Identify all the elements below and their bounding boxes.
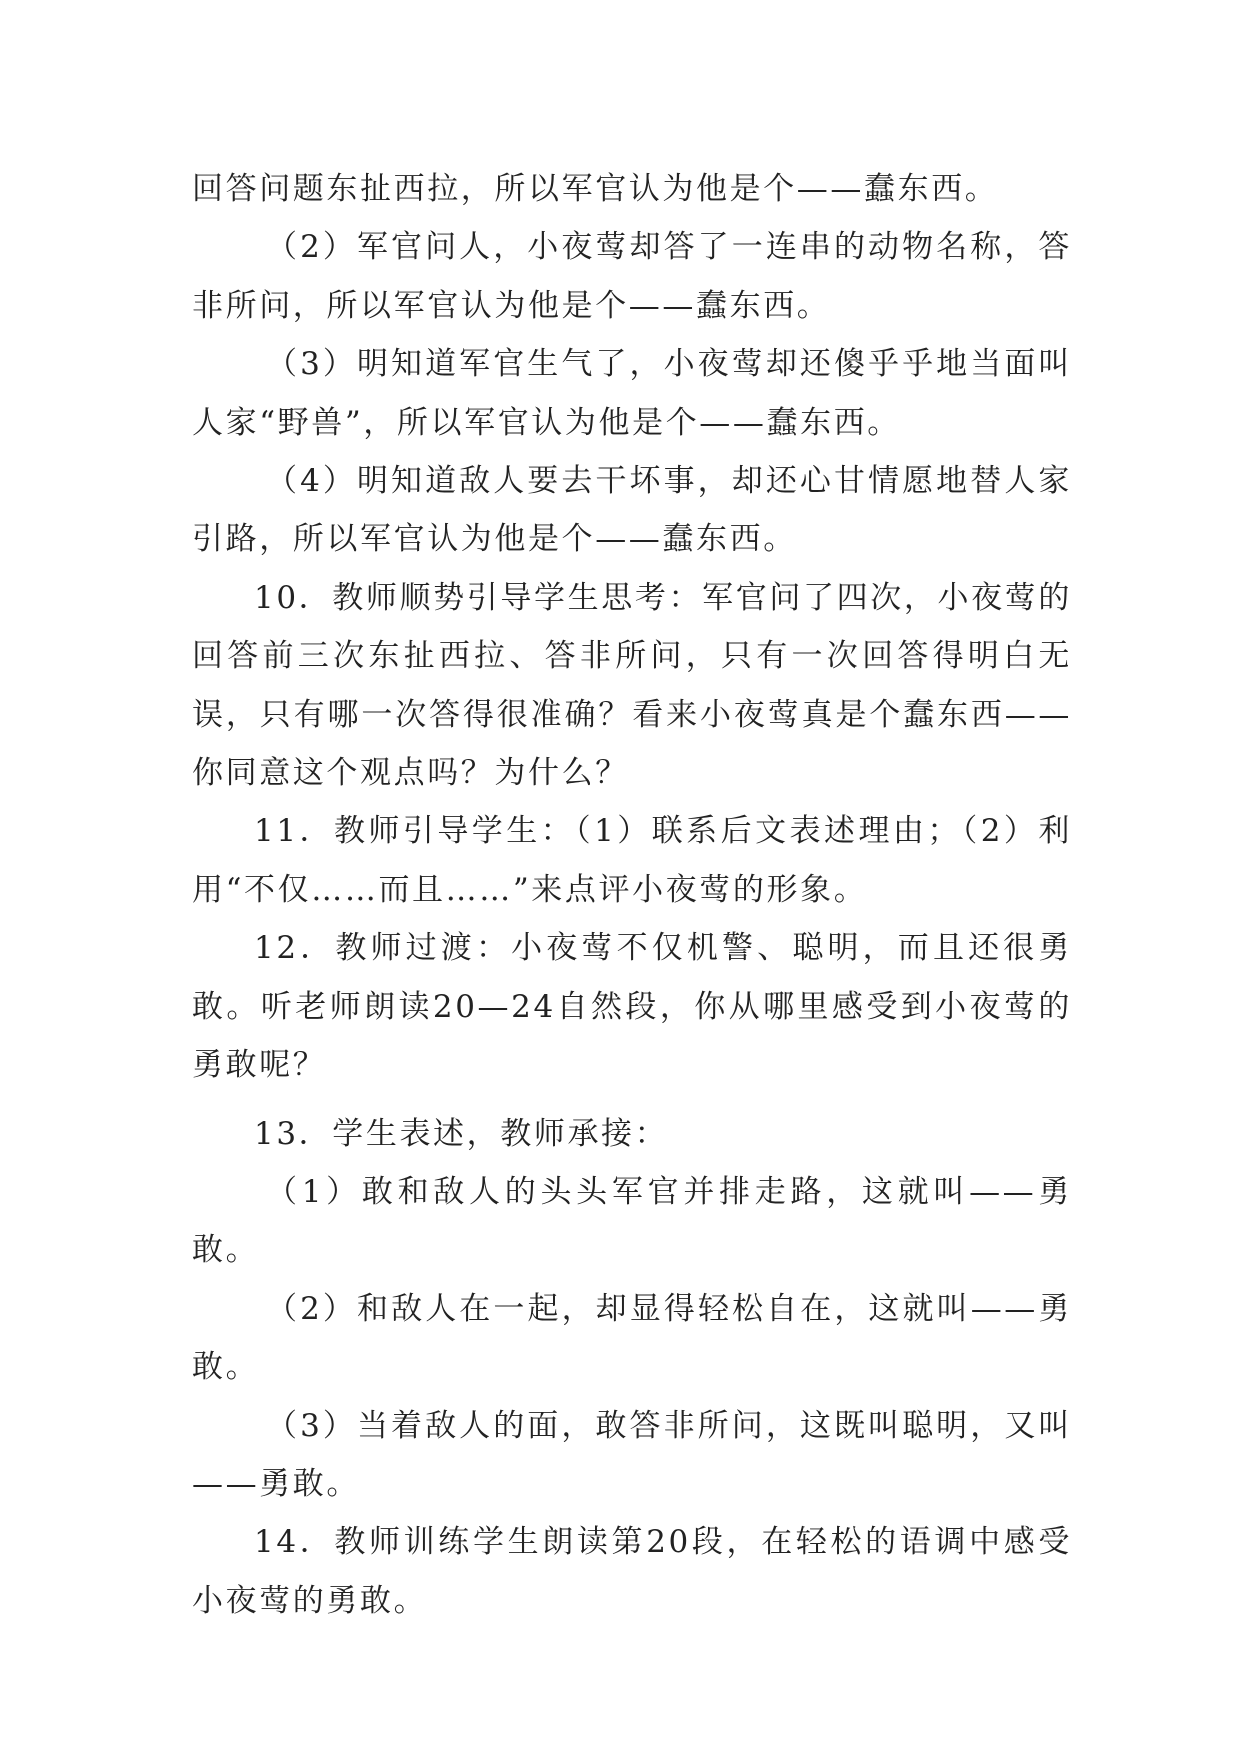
paragraph-step-10: 10．教师顺势引导学生思考：军官问了四次，小夜莺的回答前三次东扯西拉、答非所问，只有一次回答得明白无误，只有哪一次答得很准确？看来小夜莺真是个蠢东西——你同意这个观点吗？为什么？ <box>192 579 1072 792</box>
paragraph-step-13: 13．学生表述，教师承接： <box>254 1115 669 1152</box>
paragraph-step-11: 11．教师引导学生：（1）联系后文表述理由；（2）利用“不仅……而且……”来点评小夜莺的形象。 <box>192 813 1072 908</box>
paragraph-spacer <box>192 1095 1072 1105</box>
paragraph-step-14: 14．教师训练学生朗读第20段，在轻松的语调中感受小夜莺的勇敢。 <box>192 1524 1072 1619</box>
paragraph-continuation: 回答问题东扯西拉，所以军官认为他是个——蠢东西。 <box>192 171 999 207</box>
paragraph-item-4: （4）明知道敌人要去干坏事，却还心甘情愿地替人家引路，所以军官认为他是个——蠢东西。 <box>192 463 1072 558</box>
paragraph-sub-2: （2）和敌人在一起，却显得轻松自在，这就叫——勇敢。 <box>192 1290 1072 1386</box>
paragraph-item-2: （2）军官问人，小夜莺却答了一连串的动物名称，答非所问，所以军官认为他是个——蠢东西。 <box>192 229 1072 324</box>
paragraph-sub-1: （1）敢和敌人的头头军官并排走路，这就叫——勇敢。 <box>192 1173 1072 1269</box>
paragraph-sub-3: （3）当着敌人的面，敢答非所问，这既叫聪明，又叫——勇敢。 <box>192 1407 1072 1502</box>
document-body <box>192 160 1072 1630</box>
paragraph-step-12: 12．教师过渡：小夜莺不仅机警、聪明，而且还很勇敢。听老师朗读20—24自然段，你从哪里感受到小夜莺的勇敢呢？ <box>192 930 1072 1084</box>
paragraph-item-3: （3）明知道军官生气了，小夜莺却还傻乎乎地当面叫人家“野兽”，所以军官认为他是个——蠢东西。 <box>192 346 1072 441</box>
